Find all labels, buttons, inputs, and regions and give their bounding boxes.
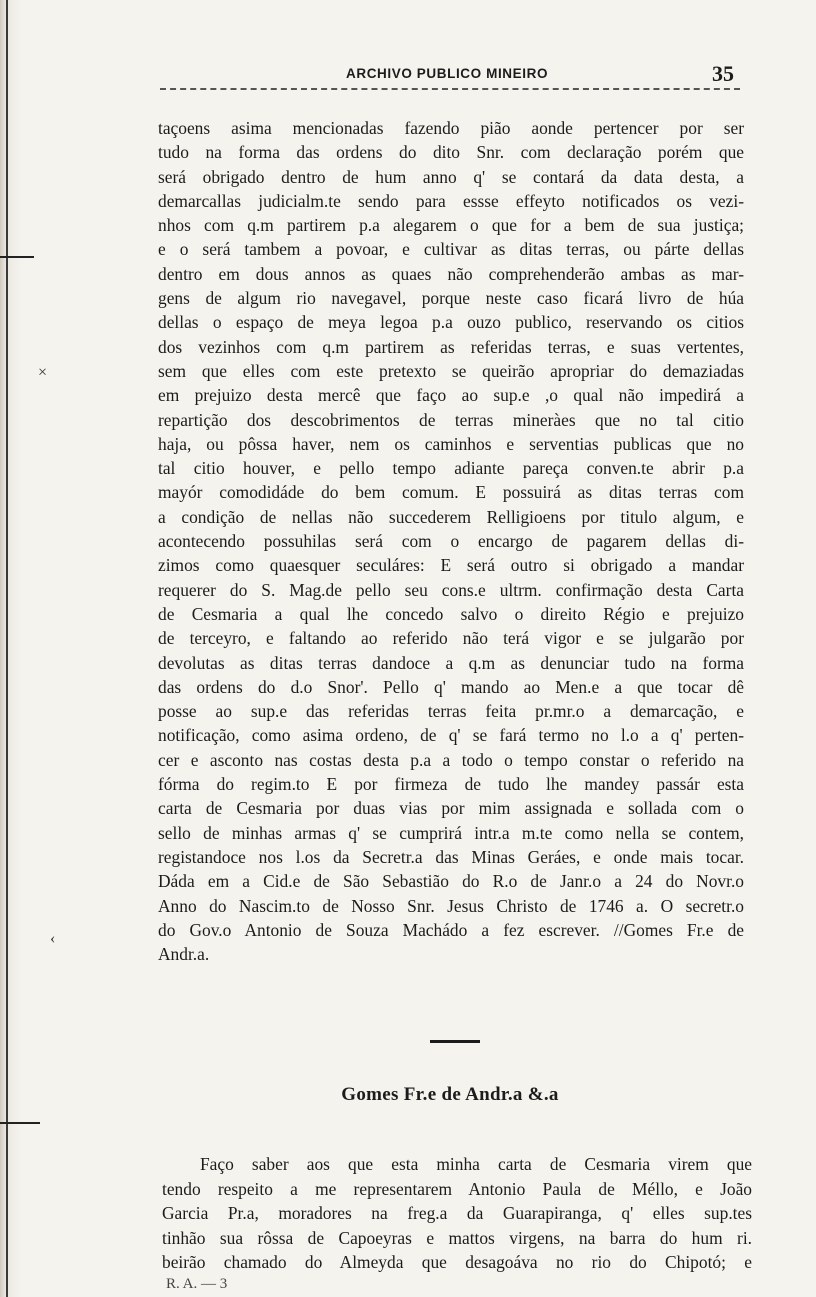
text-line: Faço saber aos que esta minha carta de Cesmaria virem que (200, 1154, 752, 1174)
text-line: acontecendo possuhilas será com o encargo de pagarem dellas di- (158, 531, 744, 552)
text-line: de Cesmaria a qual lhe concedo salvo o direito Régio e prejuizo (158, 603, 744, 624)
text-line: fórma do regim.to E por firmeza de tudo lhe mandey passár esta (158, 774, 744, 795)
text-line: mayór comodidáde do bem comum. E possuirá as ditas terras com (158, 482, 744, 503)
page-header (160, 58, 740, 90)
text-line: dellas o espaço de meya legoa p.a ouzo publico, reservando os citios (158, 312, 744, 333)
text-line: será obrigado dentro de hum anno q' se contará da data desta, a (158, 166, 744, 187)
text-line: e o será tambem a povoar, e cultivar as ditas terras, ou párte dellas (158, 239, 744, 260)
page-binding-edge (0, 0, 22, 1297)
text-line: tinhão sua rôssa de Capoeyras e mattos virgens, na barra do hum ri. (162, 1227, 752, 1248)
text-line: beirão chamado do Almeyda que desagoáva no rio do Chipotó; e (162, 1252, 752, 1273)
section-divider (430, 1040, 480, 1043)
text-line: Anno do Nascim.to de Nosso Snr. Jesus Christo de 1746 a. O secretr.o (158, 895, 744, 916)
binding-tick (0, 256, 34, 258)
text-line: devolutas as ditas terras dandoce a q.m as denunciar tudo na forma (158, 652, 744, 673)
text-line: demarcallas judicialm.te sendo para essse effeyto notificados os vezi- (158, 190, 744, 211)
margin-mark: × (38, 364, 48, 381)
binding-tick (0, 1122, 40, 1124)
text-line: Andr.a. (158, 944, 210, 965)
text-line: do Gov.o Antonio de Souza Machádo a fez escrever. //Gomes Fr.e de (158, 919, 744, 940)
text-line: nhos com q.m partirem p.a alegarem o que for a bem de sua justiça; (158, 215, 744, 236)
text-line: dos vezinhos com q.m partirem as referidas terras, e suas vertentes, (158, 336, 744, 357)
page-number: 35 (712, 61, 734, 86)
header-rule (160, 88, 740, 90)
text-line: dentro em dous annos as quaes não comprehenderão ambas as mar- (158, 263, 744, 284)
running-title: ARCHIVO PUBLICO MINEIRO (346, 66, 549, 81)
margin-mark: ‹ (50, 930, 56, 947)
text-line: requerer do S. Mag.de pello seu cons.e ultrm. confirmação desta Carta (158, 579, 744, 600)
text-line: repartição dos descobrimentos de terras mineràes que no tal citio (158, 409, 744, 430)
body-text (158, 116, 744, 966)
text-line: Garcia Pr.a, moradores na freg.a da Guarapiranga, q' elles sup.tes (162, 1203, 752, 1224)
text-line: das ordens do d.o Snor'. Pello q' mando ao Men.e a que tocar dê (158, 676, 744, 697)
text-line: carta de Cesmaria por duas vias por mim assignada e sollada com o (158, 798, 744, 819)
body-text-continued (162, 1152, 752, 1275)
text-line: Dáda em a Cid.e de São Sebastião do R.o de Janr.o a 24 do Novr.o (158, 871, 744, 892)
text-line: de terceyro, e faltando ao referido não terá vigor e se julgarão por (158, 628, 744, 649)
text-line: tudo na forma das ordens do dito Snr. com declaração porém que (158, 142, 744, 163)
text-line: posse ao sup.e das referidas terras feita pr.mr.o a demarcação, e (158, 701, 744, 722)
text-line: registandoce nos l.os da Secretr.a das Minas Geráes, e onde mais tocar. (158, 846, 744, 867)
text-line: gens de algum rio navegavel, porque neste caso ficará livro de húa (158, 288, 744, 309)
text-line: tendo respeito a me representarem Antonio Paula de Méllo, e João (162, 1178, 752, 1199)
section-heading: Gomes Fr.e de Andr.a &.a (341, 1084, 559, 1105)
text-line: zimos como quaesquer seculáres: E será outro si obrigado a mandar (158, 555, 744, 576)
text-line: em prejuizo desta mercê que faço ao sup.e ,o qual não impedirá a (158, 385, 744, 406)
text-line: haja, ou pôssa haver, nem os caminhos e serventias publicas que no (158, 433, 744, 454)
text-line: cer e asconto nas costas desta p.a a todo o tempo constar o referido na (158, 749, 744, 770)
text-line: notificação, como asima ordeno, de q' se fará termo no l.o a q' perten- (158, 725, 744, 746)
text-line: tal citio houver, e pello tempo adiante pareça conven.te abrir p.a (158, 458, 744, 479)
signature-mark: R. A. — 3 (166, 1276, 228, 1292)
text-line: a condição de nellas não succederem Relligioens por titulo algum, e (158, 506, 744, 527)
binding-line (6, 0, 8, 1297)
text-line: sello de minhas armas q' se cumprirá intr.a m.te como nella se contem, (158, 822, 744, 843)
text-line: taçoens asima mencionadas fazendo pião aonde pertencer por ser (158, 118, 744, 138)
text-line: sem que elles com este pretexto se queirão apropriar do demaziadas (158, 360, 744, 381)
